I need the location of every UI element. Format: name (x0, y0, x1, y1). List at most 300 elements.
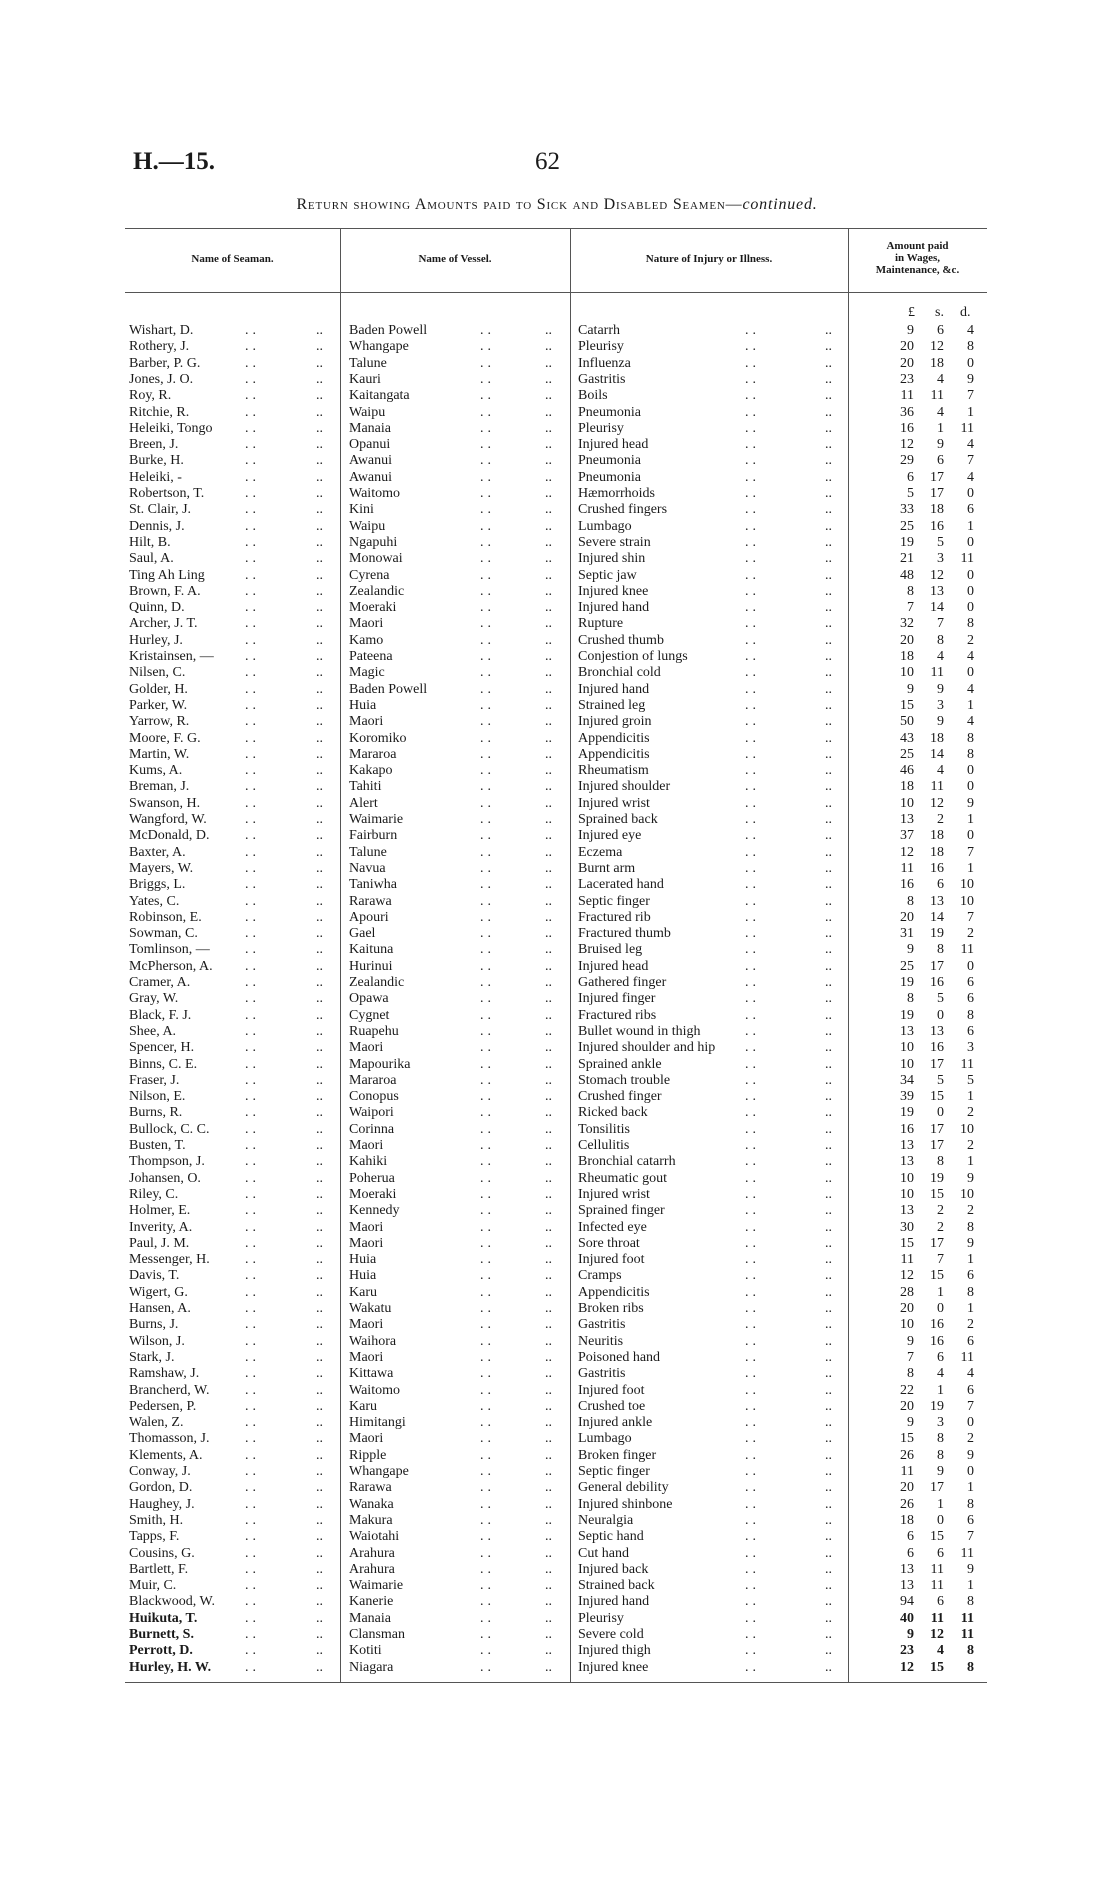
leader-dots: .. (545, 437, 552, 453)
table-row (0, 600, 1114, 616)
amount-shillings: 17 (930, 1121, 944, 1137)
leader-dots: .. (480, 1610, 495, 1626)
leader-dots: .. (545, 697, 552, 713)
leader-dots: .. (825, 1545, 832, 1561)
nature-of-injury: Hæmorrhoids (578, 486, 655, 501)
amount-pounds: 36 (900, 404, 914, 420)
table-row (0, 1268, 1114, 1284)
amount-shillings: 2 (937, 1203, 944, 1219)
leader-dots: .. (316, 1252, 323, 1268)
leader-dots: .. (545, 551, 552, 567)
amount-pence: 7 (967, 844, 974, 860)
amount-pounds: 10 (900, 1317, 914, 1333)
leader-dots: .. (245, 1252, 260, 1268)
amount-pence: 1 (967, 1480, 974, 1496)
amount-pounds: 26 (900, 1496, 914, 1512)
seaman-name: Hansen, A. (129, 1301, 191, 1316)
leader-dots: .. (825, 730, 832, 746)
vessel-name: Rarawa (349, 893, 392, 909)
leader-dots: .. (316, 1333, 323, 1349)
amount-shillings: 15 (930, 1089, 944, 1105)
seaman-name: Roy, R. (129, 388, 172, 404)
leader-dots: .. (316, 632, 323, 648)
amount-shillings: 7 (937, 1252, 944, 1268)
table-row (0, 1024, 1114, 1040)
seaman-name: Archer, J. T. (129, 616, 198, 632)
seaman-name: Wishart, D. (129, 323, 194, 338)
seaman-name: Ting Ah Ling (129, 567, 205, 583)
leader-dots: .. (316, 1349, 323, 1365)
leader-dots: .. (316, 355, 323, 371)
leader-dots: .. (480, 1121, 495, 1137)
amount-shillings: 5 (937, 1072, 944, 1088)
amount-pence: 1 (967, 404, 974, 420)
nature-of-injury: Injured thigh (578, 1643, 651, 1659)
vessel-name: Maori (349, 714, 384, 730)
amount-pence: 8 (967, 1007, 974, 1023)
amount-pounds: 9 (907, 1627, 914, 1642)
vessel-name: Kauri (349, 371, 381, 387)
leader-dots: .. (480, 1154, 495, 1170)
table-row (0, 1366, 1114, 1382)
table-row (0, 486, 1114, 502)
leader-dots: .. (480, 486, 495, 501)
leader-dots: .. (480, 1252, 495, 1268)
nature-of-injury: Gastritis (578, 1366, 626, 1382)
nature-of-injury: Injured hand (578, 1594, 650, 1610)
amount-shillings: 5 (937, 991, 944, 1007)
nature-of-injury: Injured knee (578, 1659, 649, 1675)
leader-dots: .. (480, 1512, 495, 1528)
leader-dots: .. (825, 1252, 832, 1268)
table-row (0, 323, 1114, 339)
leader-dots: .. (480, 649, 495, 664)
leader-dots: .. (745, 1089, 760, 1105)
leader-dots: .. (316, 795, 323, 811)
amount-pounds: 37 (900, 828, 914, 844)
leader-dots: .. (316, 1317, 323, 1333)
vessel-name: Kini (349, 502, 374, 518)
leader-dots: .. (245, 502, 260, 518)
vessel-name: Maori (349, 1040, 384, 1056)
vessel-name: Waipu (349, 518, 386, 534)
leader-dots: .. (745, 1040, 760, 1056)
leader-dots: .. (316, 502, 323, 518)
amount-shillings: 17 (930, 486, 944, 501)
leader-dots: .. (316, 779, 323, 795)
leader-dots: .. (316, 1186, 323, 1202)
nature-of-injury: Septic hand (578, 1529, 644, 1545)
leader-dots: .. (480, 1284, 495, 1300)
leader-dots: .. (745, 1349, 760, 1365)
leader-dots: .. (245, 1366, 260, 1382)
leader-dots: .. (316, 763, 323, 779)
nature-of-injury: Pleurisy (578, 1610, 624, 1626)
leader-dots: .. (545, 1138, 552, 1153)
leader-dots: .. (480, 1040, 495, 1056)
vessel-name: Talune (349, 355, 387, 371)
amount-pounds: 46 (900, 763, 914, 779)
leader-dots: .. (545, 388, 552, 404)
vessel-name: Awanui (349, 469, 393, 485)
amount-pence: 0 (967, 763, 974, 779)
amount-pence: 0 (967, 828, 974, 844)
seaman-name: Muir, C. (129, 1578, 177, 1594)
seaman-name: Sowman, C. (129, 926, 198, 942)
amount-shillings: 5 (937, 534, 944, 550)
leader-dots: .. (545, 991, 552, 1007)
table-row (0, 584, 1114, 600)
leader-dots: .. (316, 942, 323, 958)
vessel-name: Opanui (349, 437, 391, 453)
leader-dots: .. (825, 1301, 832, 1316)
table-row (0, 453, 1114, 469)
amount-pence: 1 (967, 1301, 974, 1316)
leader-dots: .. (745, 1610, 760, 1626)
leader-dots: .. (545, 877, 552, 893)
table-row (0, 1220, 1114, 1236)
amount-pounds: 8 (907, 583, 914, 599)
leader-dots: .. (825, 828, 832, 844)
amount-pence: 11 (960, 942, 974, 958)
vessel-name: Huia (349, 697, 377, 713)
nature-of-injury: Burnt arm (578, 860, 636, 876)
amount-pence: 2 (967, 1105, 974, 1121)
amount-pounds: 12 (900, 1268, 914, 1284)
leader-dots: .. (745, 437, 760, 453)
leader-dots: .. (245, 1610, 260, 1626)
vessel-name: Baden Powell (349, 323, 428, 338)
seaman-name: Heleiki, - (129, 469, 182, 485)
vessel-name: Ruapehu (349, 1023, 399, 1039)
leader-dots: .. (825, 697, 832, 713)
table-row (0, 1578, 1114, 1594)
leader-dots: .. (480, 437, 495, 453)
amount-pounds: 20 (900, 1480, 914, 1496)
vessel-name: Maori (349, 1431, 384, 1447)
leader-dots: .. (545, 1529, 552, 1545)
leader-dots: .. (480, 567, 495, 583)
table-row (0, 861, 1114, 877)
leader-dots: .. (245, 1089, 260, 1105)
amount-pence: 1 (967, 697, 974, 713)
leader-dots: .. (825, 1398, 832, 1414)
leader-dots: .. (825, 958, 832, 974)
table-row (0, 1627, 1114, 1643)
leader-dots: .. (316, 600, 323, 616)
nature-of-injury: Severe cold (578, 1627, 644, 1642)
seaman-name: Rothery, J. (129, 339, 190, 355)
leader-dots: .. (245, 893, 260, 909)
amount-pence: 6 (967, 1333, 974, 1349)
amount-shillings: 15 (930, 1186, 944, 1202)
leader-dots: .. (480, 1561, 495, 1577)
table-row (0, 796, 1114, 812)
amount-shillings: 12 (930, 339, 944, 355)
amount-pounds: 33 (900, 502, 914, 518)
leader-dots: .. (545, 1578, 552, 1594)
vessel-name: Pateena (349, 649, 393, 664)
amount-pounds: 16 (900, 1121, 914, 1137)
amount-pounds: 12 (900, 844, 914, 860)
amount-pounds: 10 (900, 1186, 914, 1202)
leader-dots: .. (545, 1643, 552, 1659)
nature-of-injury: Injured head (578, 958, 649, 974)
amount-pounds: 13 (900, 1203, 914, 1219)
leader-dots: .. (316, 697, 323, 713)
amount-pence: 5 (967, 1072, 974, 1088)
leader-dots: .. (245, 518, 260, 534)
leader-dots: .. (316, 404, 323, 420)
leader-dots: .. (545, 1382, 552, 1398)
leader-dots: .. (745, 1447, 760, 1463)
leader-dots: .. (745, 1594, 760, 1610)
nature-of-injury: Injured knee (578, 583, 649, 599)
table-row (0, 731, 1114, 747)
seaman-name: Gordon, D. (129, 1480, 193, 1496)
leader-dots: .. (480, 665, 495, 681)
nature-of-injury: Neuritis (578, 1333, 624, 1349)
leader-dots: .. (745, 1512, 760, 1528)
leader-dots: .. (245, 1023, 260, 1039)
amount-pence: 1 (967, 860, 974, 876)
leader-dots: .. (825, 583, 832, 599)
amount-shillings: 8 (937, 632, 944, 648)
seaman-name: Holmer, E. (129, 1203, 191, 1219)
amount-shillings: 18 (930, 355, 944, 371)
table-row (0, 894, 1114, 910)
leader-dots: .. (825, 1561, 832, 1577)
leader-dots: .. (825, 763, 832, 779)
leader-dots: .. (316, 1219, 323, 1235)
page-code: H.—15. (133, 148, 215, 175)
table-row (0, 812, 1114, 828)
table-row (0, 698, 1114, 714)
title-continued: continued. (742, 196, 818, 213)
vessel-name: Poherua (349, 1170, 395, 1186)
amount-shillings: 17 (930, 1480, 944, 1496)
nature-of-injury: Influenza (578, 355, 631, 371)
table-row (0, 1431, 1114, 1447)
leader-dots: .. (745, 942, 760, 958)
leader-dots: .. (545, 1333, 552, 1349)
nature-of-injury: Injured hand (578, 600, 650, 616)
leader-dots: .. (825, 1333, 832, 1349)
amount-pounds: 15 (900, 697, 914, 713)
seaman-name: Brancherd, W. (129, 1382, 210, 1398)
leader-dots: .. (480, 779, 495, 795)
amount-pounds: 6 (907, 469, 914, 485)
seaman-name: Burns, J. (129, 1317, 179, 1333)
amount-pence: 4 (967, 323, 974, 338)
amount-shillings: 17 (930, 469, 944, 485)
vessel-name: Maori (349, 1317, 384, 1333)
vessel-name: Kamo (349, 632, 384, 648)
leader-dots: .. (825, 1007, 832, 1023)
amount-shillings: 17 (930, 958, 944, 974)
seaman-name: Shee, A. (129, 1023, 177, 1039)
amount-pence: 6 (967, 975, 974, 990)
leader-dots: .. (745, 371, 760, 387)
vessel-name: Karu (349, 1284, 377, 1300)
nature-of-injury: Broken ribs (578, 1301, 644, 1316)
leader-dots: .. (480, 1301, 495, 1316)
amount-pounds: 94 (900, 1594, 914, 1610)
amount-pounds: 10 (900, 1040, 914, 1056)
leader-dots: .. (245, 860, 260, 876)
amount-shillings: 6 (937, 453, 944, 469)
leader-dots: .. (245, 355, 260, 371)
amount-pounds: 18 (900, 649, 914, 664)
leader-dots: .. (245, 1317, 260, 1333)
amount-shillings: 1 (937, 420, 944, 436)
amount-pence: 7 (967, 453, 974, 469)
leader-dots: .. (480, 1219, 495, 1235)
leader-dots: .. (745, 1056, 760, 1072)
seaman-name: Perrott, D. (129, 1643, 193, 1659)
amount-shillings: 11 (930, 779, 944, 795)
amount-shillings: 16 (930, 975, 944, 990)
amount-pence: 8 (967, 1219, 974, 1235)
amount-pounds: 43 (900, 730, 914, 746)
leader-dots: .. (825, 486, 832, 501)
leader-dots: .. (245, 1333, 260, 1349)
leader-dots: .. (245, 942, 260, 958)
leader-dots: .. (825, 1578, 832, 1594)
seaman-name: Yarrow, R. (129, 714, 190, 730)
vessel-name: Whangape (349, 1464, 409, 1479)
leader-dots: .. (480, 551, 495, 567)
leader-dots: .. (245, 1138, 260, 1153)
leader-dots: .. (825, 1203, 832, 1219)
vessel-name: Talune (349, 844, 387, 860)
header-amount-line: Amount paid (886, 240, 949, 252)
table-row (0, 356, 1114, 372)
leader-dots: .. (245, 1464, 260, 1479)
seaman-name: Nilson, E. (129, 1089, 186, 1105)
vessel-name: Corinna (349, 1121, 395, 1137)
table-row (0, 1154, 1114, 1170)
seaman-name: Dennis, J. (129, 518, 185, 534)
leader-dots: .. (245, 681, 260, 697)
leader-dots: .. (245, 583, 260, 599)
leader-dots: .. (825, 1186, 832, 1202)
vessel-name: Hurinui (349, 958, 393, 974)
leader-dots: .. (480, 404, 495, 420)
leader-dots: .. (545, 1089, 552, 1105)
leader-dots: .. (316, 1578, 323, 1594)
leader-dots: .. (245, 714, 260, 730)
seaman-name: Haughey, J. (129, 1496, 195, 1512)
vessel-name: Kotiti (349, 1643, 382, 1659)
leader-dots: .. (825, 746, 832, 762)
leader-dots: .. (480, 502, 495, 518)
leader-dots: .. (480, 323, 495, 338)
amount-pounds: 8 (907, 893, 914, 909)
vessel-name: Ripple (349, 1447, 387, 1463)
nature-of-injury: Poisoned hand (578, 1349, 661, 1365)
leader-dots: .. (245, 1284, 260, 1300)
leader-dots: .. (545, 714, 552, 730)
leader-dots: .. (245, 534, 260, 550)
seaman-name: Breman, J. (129, 779, 190, 795)
leader-dots: .. (245, 1578, 260, 1594)
amount-shillings: 8 (937, 1431, 944, 1447)
table-row (0, 1643, 1114, 1659)
amount-pounds: 48 (900, 567, 914, 583)
seaman-name: Saul, A. (129, 551, 174, 567)
amount-pounds: 13 (900, 1154, 914, 1170)
nature-of-injury: Gathered finger (578, 975, 667, 990)
leader-dots: .. (245, 339, 260, 355)
leader-dots: .. (545, 355, 552, 371)
nature-of-injury: General debility (578, 1480, 669, 1496)
amount-pence: 2 (967, 926, 974, 942)
nature-of-injury: Fractured rib (578, 909, 651, 925)
leader-dots: .. (745, 1317, 760, 1333)
seaman-name: Tomlinson, — (129, 942, 210, 958)
leader-dots: .. (545, 1659, 552, 1675)
nature-of-injury: Strained back (578, 1578, 655, 1594)
table-row (0, 959, 1114, 975)
leader-dots: .. (316, 1512, 323, 1528)
amount-pounds: 18 (900, 779, 914, 795)
amount-pence: 1 (967, 1252, 974, 1268)
leader-dots: .. (545, 453, 552, 469)
leader-dots: .. (745, 1203, 760, 1219)
nature-of-injury: Appendicitis (578, 746, 650, 762)
amount-shillings: 11 (930, 665, 944, 681)
seaman-name: Parker, W. (129, 697, 188, 713)
nature-of-injury: Bruised leg (578, 942, 643, 958)
leader-dots: .. (480, 1138, 495, 1153)
amount-shillings: 14 (930, 600, 944, 616)
leader-dots: .. (745, 486, 760, 501)
leader-dots: .. (245, 991, 260, 1007)
amount-pounds: 7 (907, 1349, 914, 1365)
vessel-name: Opawa (349, 991, 389, 1007)
table-row (0, 1415, 1114, 1431)
nature-of-injury: Cellulitis (578, 1138, 630, 1153)
leader-dots: .. (316, 1431, 323, 1447)
vessel-name: Arahura (349, 1561, 395, 1577)
amount-shillings: 16 (930, 860, 944, 876)
seaman-name: Pedersen, P. (129, 1398, 197, 1414)
amount-pence: 4 (967, 681, 974, 697)
amount-shillings: 18 (930, 828, 944, 844)
leader-dots: .. (745, 1170, 760, 1186)
leader-dots: .. (316, 1382, 323, 1398)
nature-of-injury: Pleurisy (578, 420, 624, 436)
leader-dots: .. (745, 1186, 760, 1202)
table-row (0, 519, 1114, 535)
leader-dots: .. (316, 714, 323, 730)
leader-dots: .. (316, 583, 323, 599)
leader-dots: .. (316, 1089, 323, 1105)
amount-pence: 1 (967, 812, 974, 827)
leader-dots: .. (545, 1121, 552, 1137)
leader-dots: .. (825, 1138, 832, 1153)
leader-dots: .. (245, 469, 260, 485)
leader-dots: .. (545, 958, 552, 974)
amount-shillings: 16 (930, 1040, 944, 1056)
leader-dots: .. (316, 518, 323, 534)
nature-of-injury: Sprained back (578, 812, 658, 827)
vessel-name: Maori (349, 1349, 384, 1365)
leader-dots: .. (316, 1121, 323, 1137)
seaman-name: Paul, J. M. (129, 1235, 190, 1251)
seaman-name: Riley, C. (129, 1186, 179, 1202)
